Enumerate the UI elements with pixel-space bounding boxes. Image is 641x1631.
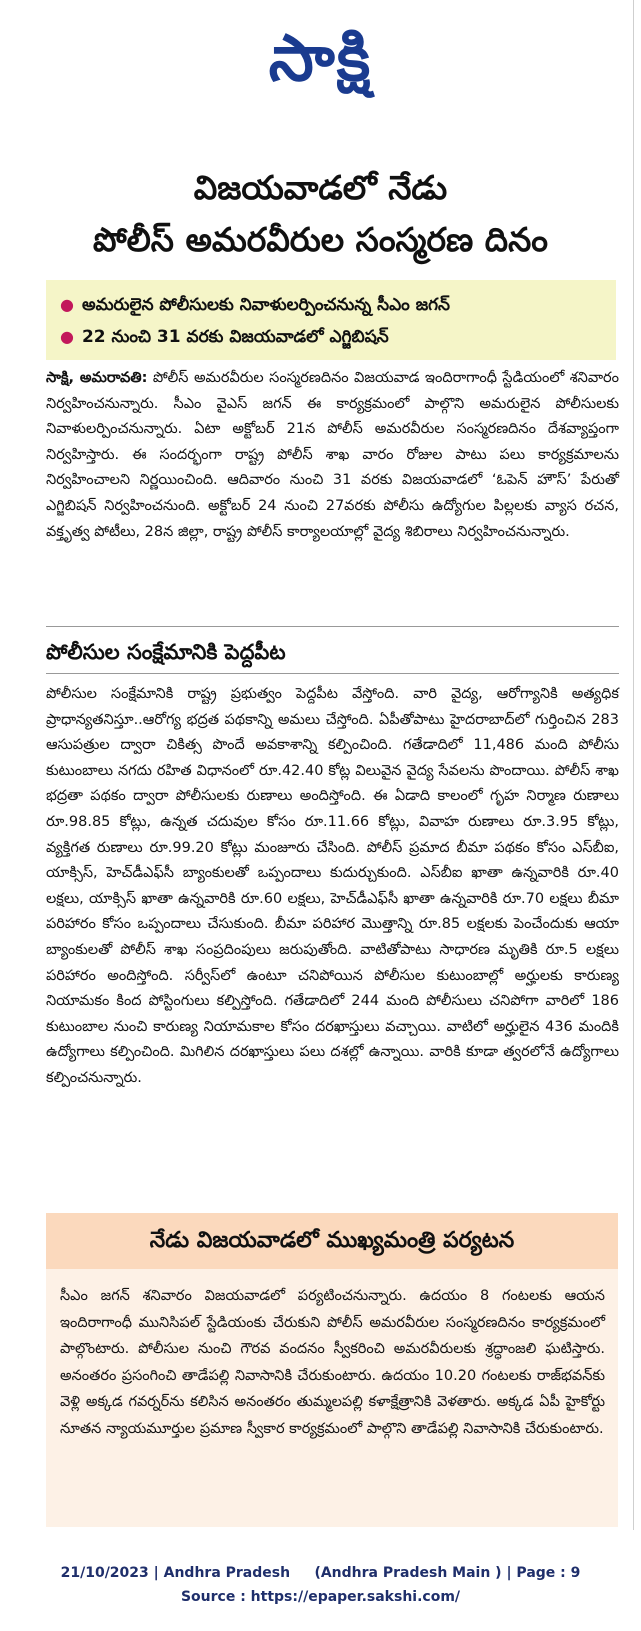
source-footer: [0, 1561, 641, 1609]
bullet-icon: ●: [60, 327, 74, 346]
intro-text: పోలీస్ అమరవీరుల సంస్మరణదినం విజయవాడ ఇందిరాగాంధీ స్టేడియంలో శనివారం నిర్వహించనున్నారు. సీఎం వైఎస్ జగన్ ఈ కార్యక్రమంలో పాల్గొని అమరులైన పోలీసులకు నివాళులర్పించనున్నారు. ఏటా అక్టోబర్ 21న పోలీస్ అమరవీరుల సంస్మరణదినం దేశవ్యాప్తంగా నిర్వహిస్తారు. ఈ సందర్భంగా రాష్ట్ర పోలీస్ శాఖ వారం రోజుల పాటు పలు కార్యక్రమాలను నిర్వహించాలని నిర్ణయించింది. ఆదివారం నుంచి 31 వరకు విజయవాడలో ‘ఓపెన్ హౌస్’ పేరుతో ఎగ్జిబిషన్ నిర్వహించనుంది. అక్టోబర్ 24 నుంచి 27వరకు పోలీసు ఉద్యోగుల పిల్లలకు వ్యాస రచన, వక్తృత్వ పోటీలు, 28న జిల్లా, రాష్ట్ర పోలీస్ కార్యాలయాల్లో వైద్య శిబిరాలు నిర్వహించనున్నారు.: [46, 370, 619, 540]
section-subhead: పోలీసుల సంక్షేమానికి పెద్దపీట: [46, 640, 286, 664]
section-divider: [46, 626, 619, 627]
bullet-icon: ●: [60, 295, 74, 314]
footer-date-page: 21/10/2023 | Andhra Pradesh (Andhra Pradesh Main ) | Page : 9: [60, 1565, 581, 1581]
cm-tour-body: సీఎం జగన్ శనివారం విజయవాడలో పర్యటించనున్నారు. ఉదయం 8 గంటలకు ఆయన ఇందిరాగాంధీ మునిసిపల్ స్టేడియంకు చేరుకుని పోలీస్ అమరవీరుల సంస్మరణదినం కార్యక్రమంలో పాల్గొంటారు. పోలీసుల నుంచి గౌరవ వందనం స్వీకరించి అమరవీరులకు శ్రద్ధాంజలి ఘటిస్తారు. అనంతరం ప్రసంగించి తాడేపల్లి నివాసానికి చేరుకుంటారు. ఉదయం 10.20 గంటలకు రాజ్‌భవన్‌కు వెళ్లి అక్కడ గవర్నర్‌ను కలిసిన అనంతరం తుమ్మలపల్లి కళాక్షేత్రానికి వెళతారు. అక్కడ ఏపీ హైకోర్టు నూతన న్యాయమూర్తుల ప్రమాణ స్వీకార కార్యక్రమంలో పాల్గొని తాడేపల్లి నివాసానికి చేరుకుంటారు.: [60, 1288, 605, 1437]
highlight-item: ● 22 నుంచి 31 వరకు విజయవాడలో ఎగ్జిబిషన్: [60, 327, 389, 347]
column-divider: [633, 0, 634, 1530]
footer-source-link[interactable]: Source : https://epaper.sakshi.com/: [180, 1589, 461, 1605]
highlight-item: ● అమరులైన పోలీసులకు నివాళులర్పించనున్న సీఎం జగన్: [60, 295, 450, 315]
highlights-box: [46, 280, 616, 360]
dateline: సాక్షి, అమరావతి:: [46, 370, 148, 386]
section-divider: [46, 673, 619, 674]
body-paragraph: పోలీసుల సంక్షేమానికి రాష్ట్ర ప్రభుత్వం పెద్దపీట వేస్తోంది. వారి వైద్య, ఆరోగ్యానికి అత్యధిక ప్రాధాన్యతనిస్తూ..ఆరోగ్య భద్రత పథకాన్ని అమలు చేస్తోంది. ఏపీతోపాటు హైదరాబాద్‌లో గుర్తించిన 283 ఆసుపత్రుల ద్వారా చికిత్స పొందే అవకాశాన్ని కల్పించింది. గతేడాదిలో 11,486 మంది పోలీసు కుటుంబాలు నగదు రహిత విధానంలో రూ.42.40 కోట్ల విలువైన వైద్య సేవలను పొందాయి. పోలీస్ శాఖ భద్రతా పథకం ద్వారా పోలీసులకు రుణాలు అందిస్తోంది. ఈ ఏడాది కాలంలో గృహ నిర్మాణ రుణాలు రూ.98.85 కోట్లు, ఉన్నత చదువుల కోసం రూ.11.66 కోట్లు, వివాహ రుణాలు రూ.3.95 కోట్లు, వ్యక్తిగత రుణాలు రూ.99.20 కోట్లు మంజూరు చేసింది. పోలీస్ ప్రమాద బీమా పథకం కోసం ఎస్‌బీఐ, యాక్సిస్, హెచ్‌డీఎఫ్‌సీ బ్యాంకులతో ఒప్పందాలు కుదుర్చుకుంది. ఎస్‌బీఐ ఖాతా ఉన్నవారికి రూ.40 లక్షలు, యాక్సిస్ ఖాతా ఉన్నవారికి రూ.60 లక్షలు, హెచ్‌డీఎఫ్‌సీ ఖాతా ఉన్నవారికి రూ.70 లక్షలు బీమా పరిహారం కోసం ఒప్పందాలు చేసుకుంది. బీమా పరిహార మొత్తాన్ని రూ.85 లక్షలకు పెంచేందుకు ఆయా బ్యాంకులతో పోలీస్ శాఖ సంప్రదింపులు జరుపుతోంది. వాటితోపాటు సాధారణ మృతికి రూ.5 లక్షలు పరిహారం అందిస్తోంది. సర్వీస్‌లో ఉంటూ చనిపోయిన పోలీసుల కుటుంబాల్లో అర్హులకు కారుణ్య నియామకం కింద పోస్టింగులు కల్పిస్తోంది. గతేడాదిలో 244 మంది పోలీసులు చనిపోగా వారిలో 186 కుటుంబాల నుంచి కారుణ్య నియామకాల కోసం దరఖాస్తులు వచ్చాయి. వాటిలో అర్హులైన 436 మందికి ఉద్యోగాలు కల్పించింది. మిగిలిన దరఖాస్తులు పలు దశల్లో ఉన్నాయి. వారికి కూడా త్వరలోనే ఉద్యోగాలు కల్పించనున్నారు.: [46, 686, 619, 1086]
headline-line-1: విజయవాడలో నేడు: [193, 168, 448, 207]
headline-line-2: పోలీస్ అమరవీరుల సంస్మరణ దినం: [93, 220, 548, 259]
headline: [30, 162, 611, 266]
cm-tour-title: నేడు విజయవాడలో ముఖ్యమంత్రి పర్యటన: [46, 1213, 618, 1269]
intro-paragraph: [46, 366, 619, 545]
masthead: [0, 14, 641, 104]
sakshi-logo: సాక్షి: [268, 22, 373, 96]
cm-tour-box: [46, 1213, 618, 1527]
